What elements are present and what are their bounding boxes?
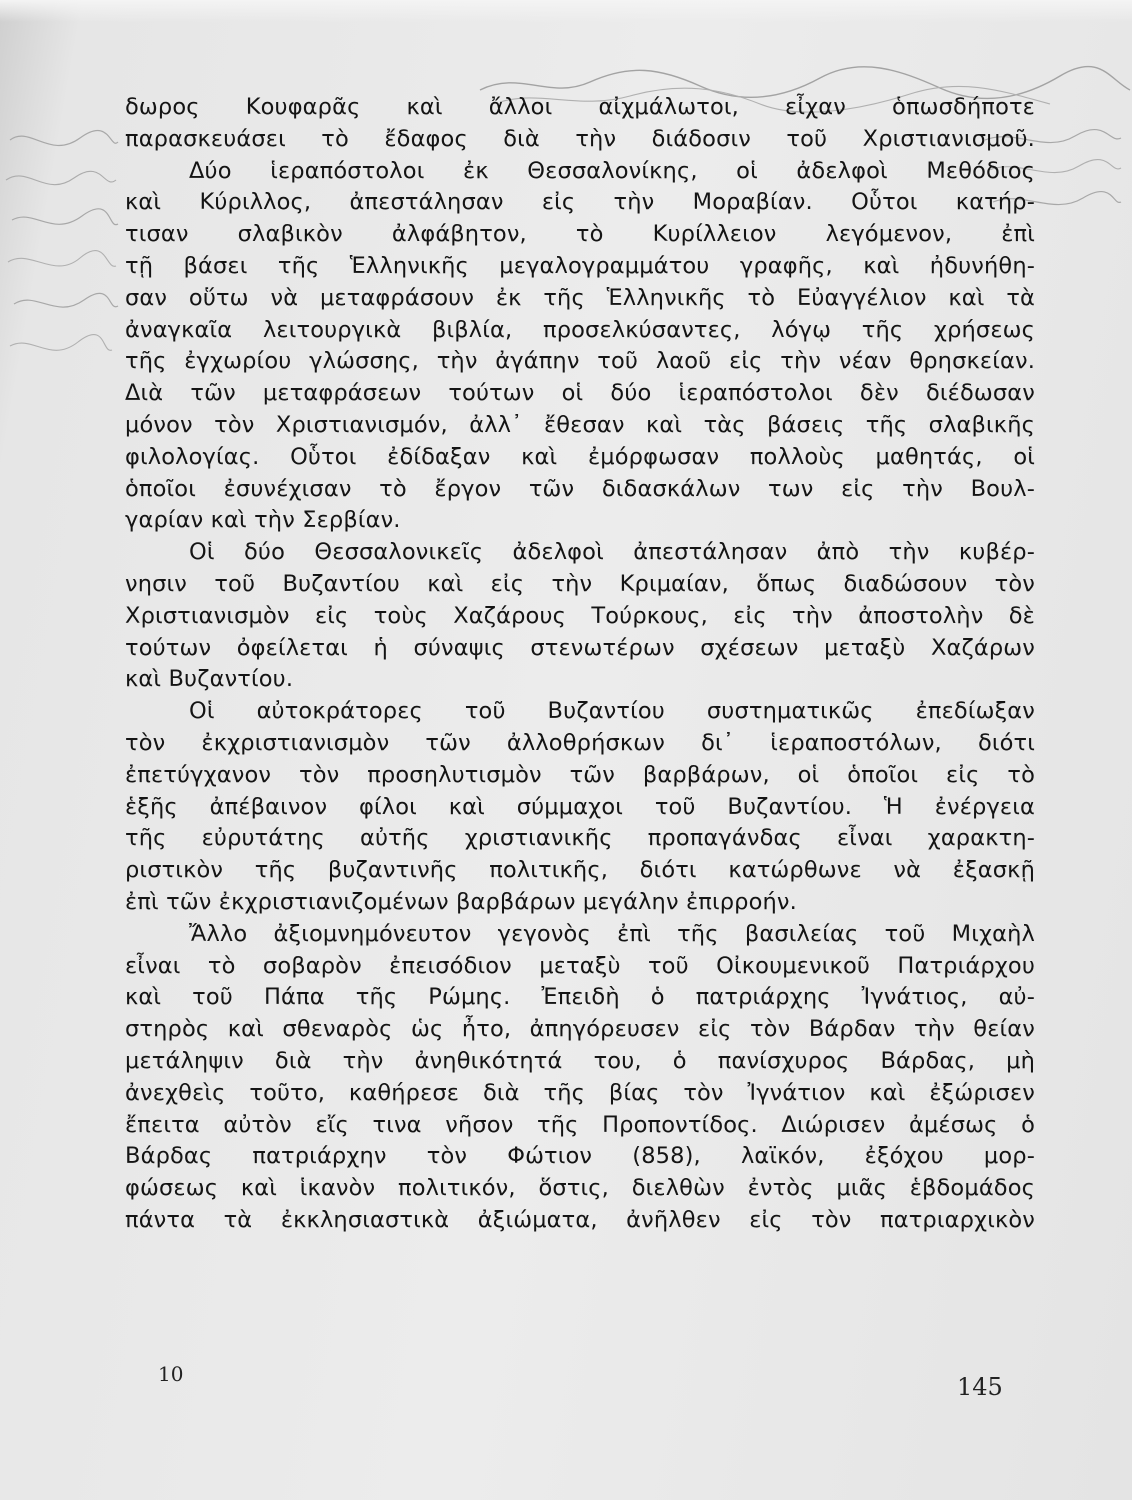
text-line: εἶναι τὸ σοβαρὸν ἐπεισόδιον μεταξὺ τοῦ Οἰκουμενικοῦ Πατριάρχου	[125, 952, 1035, 979]
page-number: 145	[957, 1373, 1003, 1401]
text-line: ἐπετύγχανον τὸν προσηλυτισμὸν τῶν βαρβάρων, οἱ ὁποῖοι εἰς τὸ	[125, 761, 1035, 788]
text-line: Χριστιανισμὸν εἰς τοὺς Χαζάρους Τούρκους, εἰς τὴν ἀποστολὴν δὲ	[125, 602, 1035, 629]
text-line: ἐπὶ τῶν ἐκχριστιανιζομένων βαρβάρων μεγάλην ἐπιρροήν.	[125, 888, 797, 915]
text-line: Οἱ δύο Θεσσαλονικεῖς ἀδελφοὶ ἀπεστάλησαν ἀπὸ τὴν κυβέρ-	[189, 539, 1035, 566]
text-line: γαρίαν καὶ τὴν Σερβίαν.	[125, 507, 401, 534]
text-line: σαν οὕτω νὰ μεταφράσουν ἐκ τῆς Ἑλληνικῆς τὸ Εὐαγγέλιον καὶ τὰ	[125, 284, 1035, 311]
text-line: παρασκευάσει τὸ ἔδαφος διὰ τὴν διάδοσιν τοῦ Χριστιανισμοῦ.	[125, 125, 1035, 152]
text-line: Δύο ἱεραπόστολοι ἐκ Θεσσαλονίκης, οἱ ἀδελφοὶ Μεθόδιος	[189, 157, 1035, 184]
text-line: νησιν τοῦ Βυζαντίου καὶ εἰς τὴν Κριμαίαν, ὅπως διαδώσουν τὸν	[125, 570, 1035, 597]
text-line: στηρὸς καὶ σθεναρὸς ὡς ἦτο, ἀπηγόρευσεν εἰς τὸν Βάρδαν τὴν θείαν	[125, 1016, 1035, 1043]
text-line: ἀνεχθεὶς τοῦτο, καθήρεσε διὰ τῆς βίας τὸν Ἰγνάτιον καὶ ἐξώρισεν	[125, 1079, 1035, 1106]
text-line: Βάρδας πατριάρχην τὸν Φώτιον (858), λαϊκόν, ἐξόχου μορ-	[125, 1143, 1035, 1170]
text-line: ἔπειτα αὐτὸν εἴς τινα νῆσον τῆς Προποντίδος. Διώρισεν ἀμέσως ὁ	[125, 1111, 1035, 1138]
text-line: καὶ Κύριλλος, ἀπεστάλησαν εἰς τὴν Μοραβίαν. Οὗτοι κατήρ-	[125, 189, 1035, 216]
text-line: Ἄλλο ἀξιομνημόνευτον γεγονὸς ἐπὶ τῆς βασιλείας τοῦ Μιχαὴλ	[189, 920, 1035, 947]
text-line: καὶ Βυζαντίου.	[125, 666, 294, 693]
text-line: ἑξῆς ἀπέβαινον φίλοι καὶ σύμμαχοι τοῦ Βυζαντίου. Ἡ ἐνέργεια	[125, 793, 1035, 820]
text-line: μόνον τὸν Χριστιανισμόν, ἀλλ᾽ ἔθεσαν καὶ τὰς βάσεις τῆς σλαβικῆς	[125, 411, 1035, 438]
text-line: φώσεως καὶ ἱκανὸν πολιτικόν, ὅστις, διελθὼν ἐντὸς μιᾶς ἑβδομάδος	[125, 1175, 1035, 1202]
pencil-annotation-left-margin	[0, 120, 120, 400]
text-line: καὶ τοῦ Πάπα τῆς Ρώμης. Ἐπειδὴ ὁ πατριάρχης Ἰγνάτιος, αὐ-	[125, 984, 1035, 1011]
text-line: τισαν σλαβικὸν ἀλφάβητον, τὸ Κυρίλλειον λεγόμενον, ἐπὶ	[125, 221, 1035, 248]
text-line: τῇ βάσει τῆς Ἑλληνικῆς μεγαλογραμμάτου γραφῆς, καὶ ἠδυνήθη-	[125, 252, 1035, 279]
text-line: τῆς ἐγχωρίου γλώσσης, τὴν ἀγάπην τοῦ λαοῦ εἰς τὴν νέαν θρησκείαν.	[125, 348, 1035, 375]
body-text	[125, 92, 1035, 1237]
text-line: τὸν ἐκχριστιανισμὸν τῶν ἀλλοθρήσκων δι᾽ ἱεραποστόλων, διότι	[125, 729, 1035, 756]
page-top-edge	[0, 0, 1132, 22]
text-line: δωρος Κουφαρᾶς καὶ ἄλλοι αἰχμάλωτοι, εἶχαν ὁπωσδήποτε	[125, 94, 1035, 120]
text-line: φιλολογίας. Οὗτοι ἐδίδαξαν καὶ ἐμόρφωσαν πολλοὺς μαθητάς, οἱ	[125, 443, 1035, 470]
text-line: πάντα τὰ ἐκκλησιαστικὰ ἀξιώματα, ἀνῆλθεν εἰς τὸν πατριαρχικὸν	[125, 1206, 1035, 1233]
text-line: ἀναγκαῖα λειτουργικὰ βιβλία, προσελκύσαντες, λόγῳ τῆς χρήσεως	[125, 316, 1035, 343]
text-line: Διὰ τῶν μεταφράσεων τούτων οἱ δύο ἱεραπόστολοι δὲν διέδωσαν	[125, 380, 1035, 407]
text-line: τούτων ὀφείλεται ἡ σύναψις στενωτέρων σχέσεων μεταξὺ Χαζάρων	[125, 634, 1035, 661]
text-line: Οἱ αὐτοκράτορες τοῦ Βυζαντίου συστηματικῶς ἐπεδίωξαν	[189, 698, 1035, 725]
signature-mark: 10	[158, 1362, 184, 1386]
text-line: ὁποῖοι ἐσυνέχισαν τὸ ἔργον τῶν διδασκάλων των εἰς τὴν Βουλ-	[125, 475, 1035, 502]
text-line: μετάληψιν διὰ τὴν ἀνηθικότητά του, ὁ πανίσχυρος Βάρδας, μὴ	[125, 1047, 1035, 1074]
text-line: τῆς εὐρυτάτης αὐτῆς χριστιανικῆς προπαγάνδας εἶναι χαρακτη-	[125, 825, 1035, 852]
text-line: ριστικὸν τῆς βυζαντινῆς πολιτικῆς, διότι κατώρθωνε νὰ ἐξασκῇ	[125, 857, 1035, 884]
